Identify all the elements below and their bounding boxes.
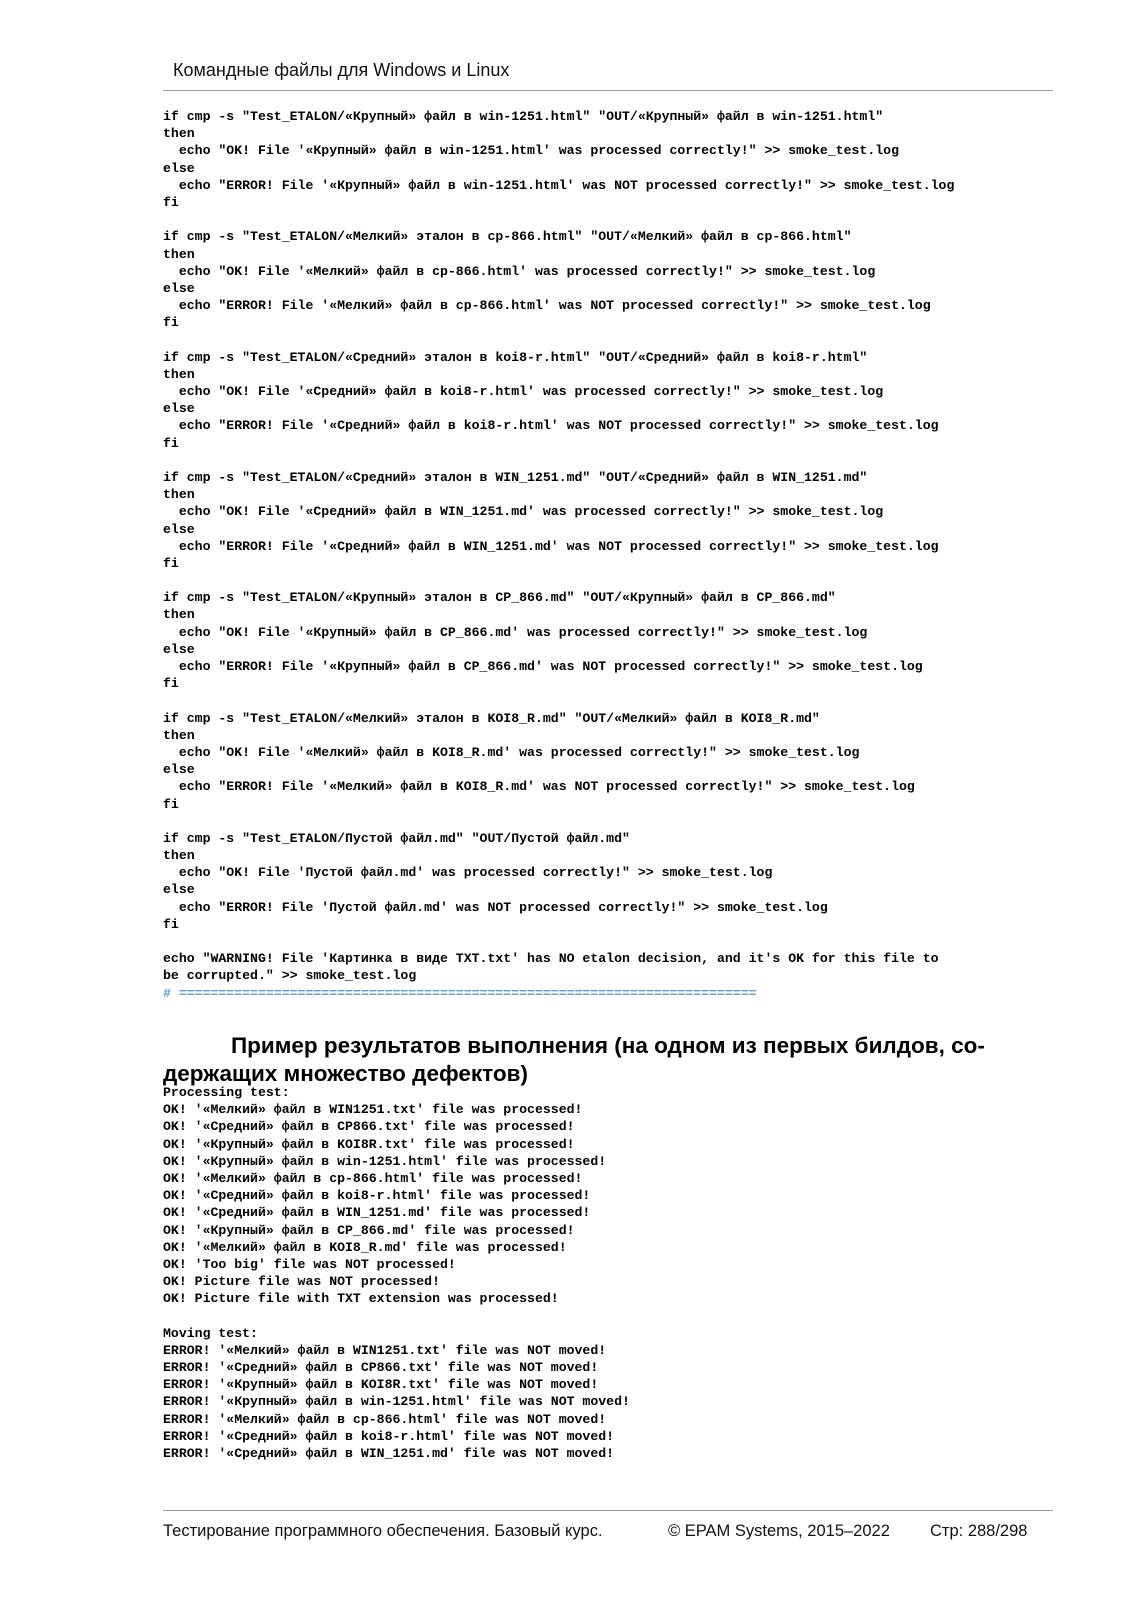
script-line: echo "OK! File 'Пустой файл.md' was processed correctly!" >> smoke_test.log <box>163 865 773 881</box>
script-line: fi <box>163 555 179 571</box>
output-line: ERROR! '«Крупный» файл в win-1251.html' file was NOT moved! <box>163 1394 630 1410</box>
script-line: else <box>163 160 195 176</box>
page-header <box>163 56 1053 91</box>
script-line: echo "ERROR! File '«Средний» файл в koi8-r.html' was NOT processed correctly!" >> smoke_test.log <box>163 418 939 434</box>
output-line: OK! '«Мелкий» файл в WIN1251.txt' file was processed! <box>163 1102 583 1118</box>
script-line: if cmp -s "Test_ETALON/Пустой файл.md" "OUT/Пустой файл.md" <box>163 830 630 846</box>
script-line: then <box>163 126 195 142</box>
script-line: then <box>163 848 195 864</box>
output-code-block <box>163 1084 1063 1462</box>
script-line: fi <box>163 796 179 812</box>
page-footer <box>163 1510 1053 1551</box>
script-line: then <box>163 246 195 262</box>
output-line: OK! '«Средний» файл в koi8-r.html' file was processed! <box>163 1188 591 1204</box>
script-code-block <box>163 108 1063 1002</box>
script-line: if cmp -s "Test_ETALON/«Средний» эталон в koi8-r.html" "OUT/«Средний» файл в koi8-r.html" <box>163 349 868 365</box>
output-line: OK! Picture file was NOT processed! <box>163 1274 440 1290</box>
footer-course-title: Тестирование программного обеспечения. Базовый курс. <box>163 1522 603 1540</box>
output-line: ERROR! '«Средний» файл в WIN_1251.md' file was NOT moved! <box>163 1445 615 1461</box>
script-line: if cmp -s "Test_ETALON/«Средний» эталон в WIN_1251.md" "OUT/«Средний» файл в WIN_1251.md" <box>163 469 868 485</box>
script-line: then <box>163 366 195 382</box>
output-line: ERROR! '«Мелкий» файл в WIN1251.txt' file was NOT moved! <box>163 1342 607 1358</box>
script-line: else <box>163 280 195 296</box>
script-line: echo "ERROR! File '«Мелкий» файл в KOI8_R.md' was NOT processed correctly!" >> smoke_test.log <box>163 779 915 795</box>
script-line <box>163 813 1063 830</box>
script-line: then <box>163 607 195 623</box>
script-line: then <box>163 727 195 743</box>
script-line: echo "WARNING! File 'Картинка в виде TXT.txt' has NO etalon decision, and it's OK for this file to <box>163 951 939 967</box>
script-line: else <box>163 521 195 537</box>
script-line: fi <box>163 315 179 331</box>
script-line: fi <box>163 916 179 932</box>
script-line: fi <box>163 676 179 692</box>
footer-copyright: © EPAM Systems, 2015–2022 <box>668 1522 890 1540</box>
script-line: echo "OK! File '«Мелкий» файл в KOI8_R.md' was processed correctly!" >> smoke_test.log <box>163 744 860 760</box>
script-line: echo "OK! File '«Мелкий» файл в cp-866.html' was processed correctly!" >> smoke_test.log <box>163 263 876 279</box>
output-line: ERROR! '«Средний» файл в CP866.txt' file was NOT moved! <box>163 1360 599 1375</box>
script-line: else <box>163 762 195 778</box>
output-line: OK! '«Средний» файл в CP866.txt' file was processed! <box>163 1119 575 1135</box>
script-line: echo "ERROR! File '«Средний» файл в WIN_1251.md' was NOT processed correctly!" >> smoke_test.log <box>163 538 939 554</box>
script-line: echo "ERROR! File '«Крупный» файл в win-1251.html' was NOT processed correctly!" >> smoke_test.log <box>163 177 955 193</box>
output-line: ERROR! '«Мелкий» файл в cp-866.html' file was NOT moved! <box>163 1411 607 1427</box>
output-line <box>163 1307 1063 1324</box>
output-line: OK! 'Too big' file was NOT processed! <box>163 1256 456 1272</box>
output-line: ERROR! '«Крупный» файл в KOI8R.txt' file was NOT moved! <box>163 1377 599 1393</box>
script-line: echo "ERROR! File '«Мелкий» файл в cp-866.html' was NOT processed correctly!" >> smoke_test.log <box>163 298 931 314</box>
script-line <box>163 692 1063 709</box>
script-line: if cmp -s "Test_ETALON/«Мелкий» эталон в cp-866.html" "OUT/«Мелкий» файл в cp-866.html" <box>163 229 852 245</box>
script-line: echo "OK! File '«Крупный» файл в CP_866.md' was processed correctly!" >> smoke_test.log <box>163 624 868 640</box>
script-line: be corrupted." >> smoke_test.log <box>163 968 417 984</box>
script-line: else <box>163 401 195 417</box>
script-line: echo "OK! File '«Средний» файл в WIN_1251.md' was processed correctly!" >> smoke_test.log <box>163 504 884 520</box>
header-title: Командные файлы для Windows и Linux <box>173 60 510 80</box>
script-line: else <box>163 641 195 657</box>
script-line <box>163 933 1063 950</box>
script-line: fi <box>163 435 179 451</box>
script-line: echo "ERROR! File 'Пустой файл.md' was NOT processed correctly!" >> smoke_test.log <box>163 899 828 915</box>
script-comment-line: # ========================================================================= <box>163 985 757 1001</box>
script-line: echo "OK! File '«Крупный» файл в win-1251.html' was processed correctly!" >> smoke_test.log <box>163 143 899 159</box>
script-line: then <box>163 487 195 503</box>
output-line: OK! '«Крупный» файл в CP_866.md' file was processed! <box>163 1222 575 1238</box>
script-line <box>163 331 1063 348</box>
script-line: if cmp -s "Test_ETALON/«Мелкий» эталон в KOI8_R.md" "OUT/«Мелкий» файл в KOI8_R.md" <box>163 710 820 726</box>
output-line: OK! '«Мелкий» файл в KOI8_R.md' file was processed! <box>163 1239 567 1255</box>
footer-page-number: Стр: 288/298 <box>930 1522 1028 1540</box>
script-line <box>163 452 1063 469</box>
script-line: echo "OK! File '«Средний» файл в koi8-r.html' was processed correctly!" >> smoke_test.log <box>163 384 884 399</box>
output-line: OK! '«Средний» файл в WIN_1251.md' file was processed! <box>163 1205 591 1221</box>
script-line: echo "ERROR! File '«Крупный» файл в CP_866.md' was NOT processed correctly!" >> smoke_test.log <box>163 659 923 674</box>
output-line: OK! '«Крупный» файл в win-1251.html' file was processed! <box>163 1153 607 1169</box>
output-line: OK! '«Мелкий» файл в cp-866.html' file was processed! <box>163 1170 583 1186</box>
script-line <box>163 211 1063 228</box>
script-line <box>163 572 1063 589</box>
output-line: ERROR! '«Средний» файл в koi8-r.html' file was NOT moved! <box>163 1428 615 1444</box>
script-line: if cmp -s "Test_ETALON/«Крупный» эталон в CP_866.md" "OUT/«Крупный» файл в CP_866.md" <box>163 590 836 606</box>
script-line: else <box>163 882 195 898</box>
script-line: if cmp -s "Test_ETALON/«Крупный» файл в win-1251.html" "OUT/«Крупный» файл в win-1251.html" <box>163 109 884 124</box>
output-line: Moving test: <box>163 1325 258 1341</box>
section-heading: Пример результатов выполнения (на одном из первых билдов, со-держащих множество дефектов) <box>163 1033 985 1086</box>
output-line: Processing test: <box>163 1085 290 1100</box>
output-line: OK! Picture file with TXT extension was processed! <box>163 1291 559 1307</box>
output-line: OK! '«Крупный» файл в KOI8R.txt' file was processed! <box>163 1136 575 1152</box>
script-line: fi <box>163 194 179 210</box>
